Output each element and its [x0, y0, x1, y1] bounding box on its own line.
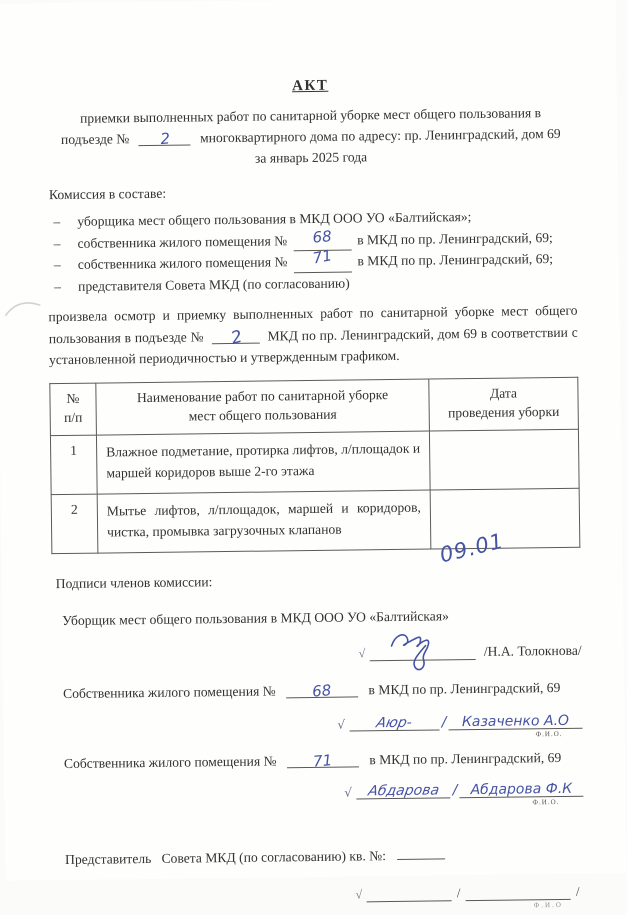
owner2-label-post: в МКД по пр. Ленинградский, 69	[369, 749, 562, 767]
statement-post: МКД по пр. Ленинградский, дом 69 в соответствии с установленной периодичностью и утвержденным графиком.	[48, 324, 578, 368]
owner1-name-handwritten: Казаченко А.О	[461, 712, 570, 730]
signatures-heading: Подписи членов комиссии:	[55, 573, 213, 591]
owner2-signature-row	[344, 779, 583, 799]
list-dash: –	[53, 214, 61, 230]
name-blank	[448, 711, 582, 730]
apartment-number-handwritten: 68	[311, 226, 333, 247]
statement-pre: произвела осмотр и приемку выполненных работ по санитарной уборке мест общего пользования в подъезде №	[48, 302, 578, 346]
scan-artifact-mark	[2, 295, 44, 322]
signature-scribble	[387, 629, 450, 674]
representative-signature-row	[355, 883, 584, 902]
fio-caption: Ф.И.О.	[532, 797, 560, 806]
apartment-number-blank	[293, 246, 351, 272]
owner2-number-handwritten: 71	[312, 750, 334, 771]
work-description: Влажное подметание, протирка лифтов, л/площадок и маршей коридоров выше 2-го этажа	[96, 431, 430, 494]
act-title: АКТ	[291, 77, 329, 95]
date-cell	[430, 488, 580, 567]
member-text-post: в МКД по пр. Ленинградский, 69;	[357, 229, 553, 247]
entrance-number-handwritten: 2	[159, 129, 171, 149]
owner1-signature-label	[63, 679, 582, 701]
cleaner-signature-label: Уборщик мест общего пользования в МКД ООО УО «Балтийская»	[62, 607, 449, 628]
member-text: уборщика мест общего пользования в МКД ООО УО «Балтийская»;	[77, 209, 472, 229]
owner2-signature-label	[64, 749, 583, 771]
subtitle-line1: приемки выполненных работ по санитарной уборке мест общего пользования в	[79, 105, 542, 126]
table-header-row	[50, 377, 579, 435]
owner1-signature-handwritten: Аюр-	[375, 714, 414, 731]
list-dash: –	[54, 278, 62, 294]
name-blank	[459, 779, 583, 798]
cleaning-date-handwritten: 09.01	[437, 528, 507, 567]
end-slash: /	[575, 883, 580, 899]
check-mark: √	[358, 645, 366, 660]
owner1-label-pre: Собственника жилого помещения №	[62, 682, 276, 701]
subtitle-line2-post: многоквартирного дома по адресу: пр. Ленинградский, дом 69	[199, 125, 561, 146]
slash: /	[441, 713, 447, 730]
signature-blank	[349, 713, 440, 731]
act-subtitle	[46, 102, 576, 171]
representative-apartment-blank	[397, 858, 445, 860]
member-text-pre: собственника жилого помещения №	[77, 232, 288, 251]
check-mark: √	[355, 886, 363, 901]
owner2-name-handwritten: Абдарова Ф.К	[470, 780, 573, 798]
owner1-signature-row	[337, 711, 582, 731]
signature-blank	[369, 644, 476, 660]
table-row	[50, 429, 579, 494]
cleaner-printed-name: /Н.А. Толокнова/	[483, 642, 582, 659]
date-cell	[429, 429, 579, 490]
slash: /	[452, 781, 458, 798]
work-description: Мытье лифтов, л/площадок, маршей и коридоров, чистка, промывка загрузочных клапанов	[97, 490, 431, 553]
row-number: 1	[50, 435, 97, 495]
inspection-statement	[48, 300, 578, 371]
list-dash: –	[53, 257, 61, 273]
entrance-number-blank-2	[212, 326, 260, 349]
column-header-date: Дата проведения уборки	[429, 377, 579, 431]
member-text: представителя Совета МКД (по согласованию)	[78, 275, 350, 294]
owner2-number-blank	[287, 750, 359, 771]
cleaner-signature-row	[359, 642, 582, 661]
works-table	[49, 376, 580, 567]
member-text-pre: собственника жилого помещения №	[77, 254, 288, 272]
signature-blank	[356, 781, 451, 799]
check-mark: √	[344, 785, 353, 800]
owner2-signature-handwritten: Абдарова	[366, 781, 441, 799]
subtitle-line2-pre: подъезде №	[60, 131, 130, 148]
representative-text: Представитель Совета МКД (по согласованию) кв. №:	[65, 847, 387, 867]
row-number: 2	[51, 494, 98, 554]
name-blank	[465, 885, 571, 900]
commission-heading: Комиссия в составе:	[48, 185, 167, 203]
member-text-post: в МКД по пр. Ленинградский, 69;	[357, 251, 554, 269]
apartment-number-handwritten: 71	[311, 246, 334, 268]
owner2-label-pre: Собственника жилого помещения №	[63, 752, 277, 771]
column-header-work: Наименование работ по санитарной уборке мест общего пользования	[96, 379, 430, 435]
check-mark: √	[337, 717, 346, 732]
column-header-number: № п/п	[50, 383, 97, 436]
representative-label	[65, 845, 584, 867]
fio-caption: Ф.И.О	[533, 900, 563, 909]
owner1-label-post: в МКД по пр. Ленинградский, 69	[368, 679, 561, 697]
signature-blank	[366, 887, 452, 902]
subtitle-line3: за январь 2025 года	[254, 149, 368, 166]
fio-caption: Ф.И.О.	[535, 729, 563, 738]
entrance-number-blank	[139, 129, 191, 149]
table-row	[51, 488, 580, 553]
slash: /	[456, 884, 461, 900]
owner1-number-blank	[286, 680, 358, 701]
list-dash: –	[53, 235, 61, 251]
owner1-number-handwritten: 68	[311, 680, 333, 701]
entrance-number-handwritten-2: 2	[228, 326, 244, 349]
